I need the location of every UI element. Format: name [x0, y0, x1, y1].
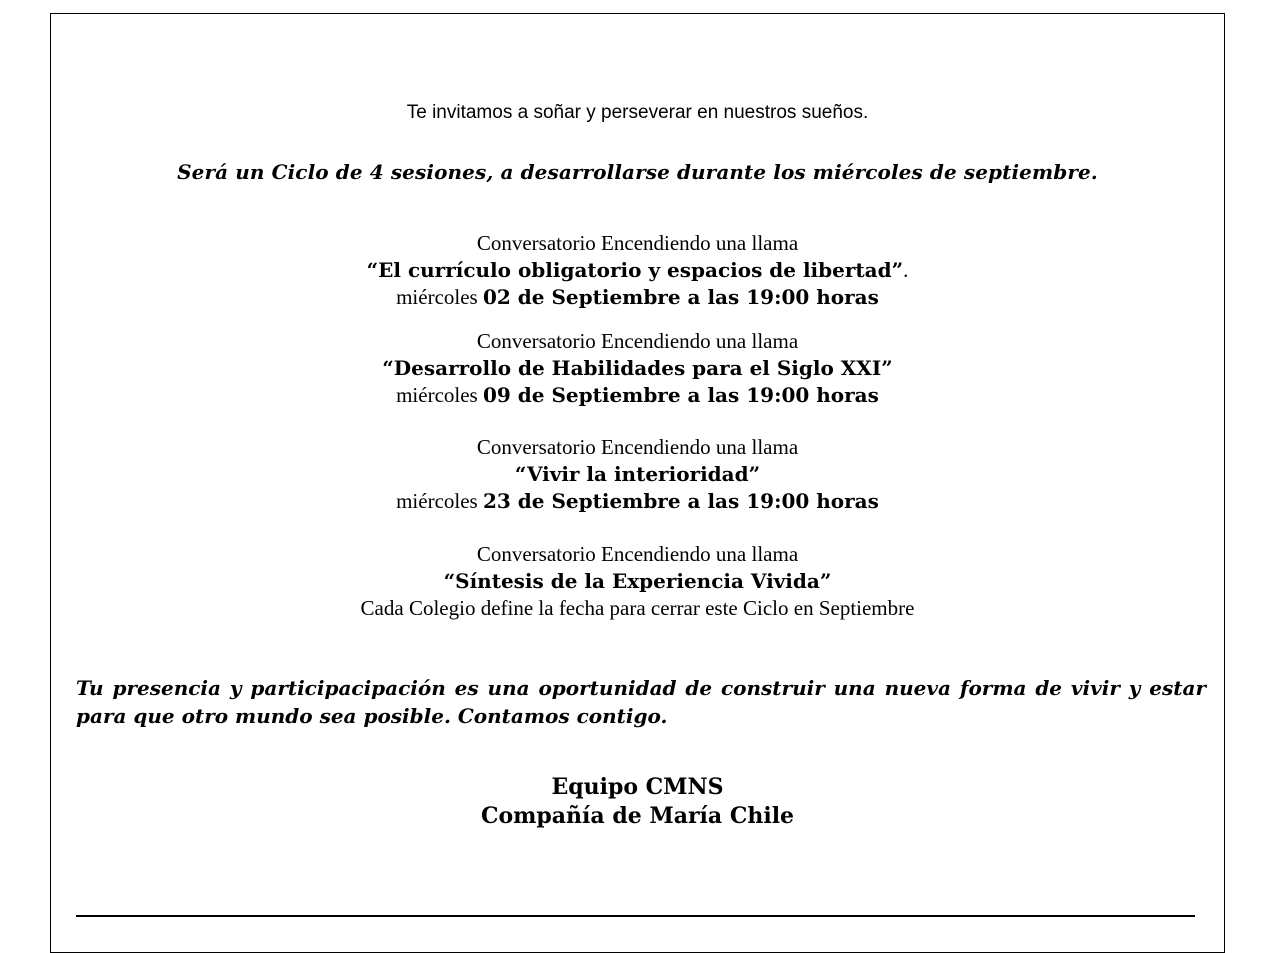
signature-organization: Compañía de María Chile	[480, 803, 795, 829]
session-title-line	[50, 461, 1225, 488]
session-title-line	[50, 257, 1225, 284]
session-4	[50, 541, 1225, 622]
session-1	[50, 230, 1225, 311]
session-date-prefix: miércoles	[396, 489, 483, 513]
session-heading: Conversatorio Encendiendo una llama	[476, 329, 799, 353]
session-heading: Conversatorio Encendiendo una llama	[476, 542, 799, 566]
session-title: “Desarrollo de Habilidades para el Siglo XXI”	[382, 356, 893, 380]
session-date	[50, 382, 1225, 409]
session-title-line	[50, 568, 1225, 595]
session-title: “Vivir la interioridad”	[514, 462, 761, 486]
bottom-rule	[76, 915, 1195, 917]
session-title-suffix: .	[903, 258, 909, 282]
intro-text: Te invitamos a soñar y perseverar en nuestros sueños.	[406, 102, 869, 123]
closing-message: Tu presencia y participacipación es una oportunidad de construir una nueva forma de vivir y estar para que otro mundo sea posible. Contamos contigo.	[76, 676, 1206, 728]
session-2	[50, 328, 1225, 409]
signature-block	[50, 773, 1225, 831]
session-date-prefix: miércoles	[396, 285, 483, 309]
cycle-description: Será un Ciclo de 4 sesiones, a desarrollarse durante los miércoles de septiembre.	[177, 160, 1098, 184]
session-date-time: 02 de Septiembre a las 19:00 horas	[482, 285, 879, 309]
session-heading: Conversatorio Encendiendo una llama	[476, 435, 799, 459]
session-heading: Conversatorio Encendiendo una llama	[476, 231, 799, 255]
signature-team: Equipo CMNS	[551, 774, 724, 800]
session-title: “El currículo obligatorio y espacios de libertad”	[366, 258, 904, 282]
session-title: “Síntesis de la Experiencia Vivida”	[443, 569, 832, 593]
session-title-line	[50, 355, 1225, 382]
session-note: Cada Colegio define la fecha para cerrar este Ciclo en Septiembre	[360, 596, 915, 620]
session-date-time: 09 de Septiembre a las 19:00 horas	[482, 383, 879, 407]
session-date-prefix: miércoles	[396, 383, 483, 407]
session-date	[50, 488, 1225, 515]
session-3	[50, 434, 1225, 515]
session-date-time: 23 de Septiembre a las 19:00 horas	[482, 489, 879, 513]
session-date	[50, 284, 1225, 311]
